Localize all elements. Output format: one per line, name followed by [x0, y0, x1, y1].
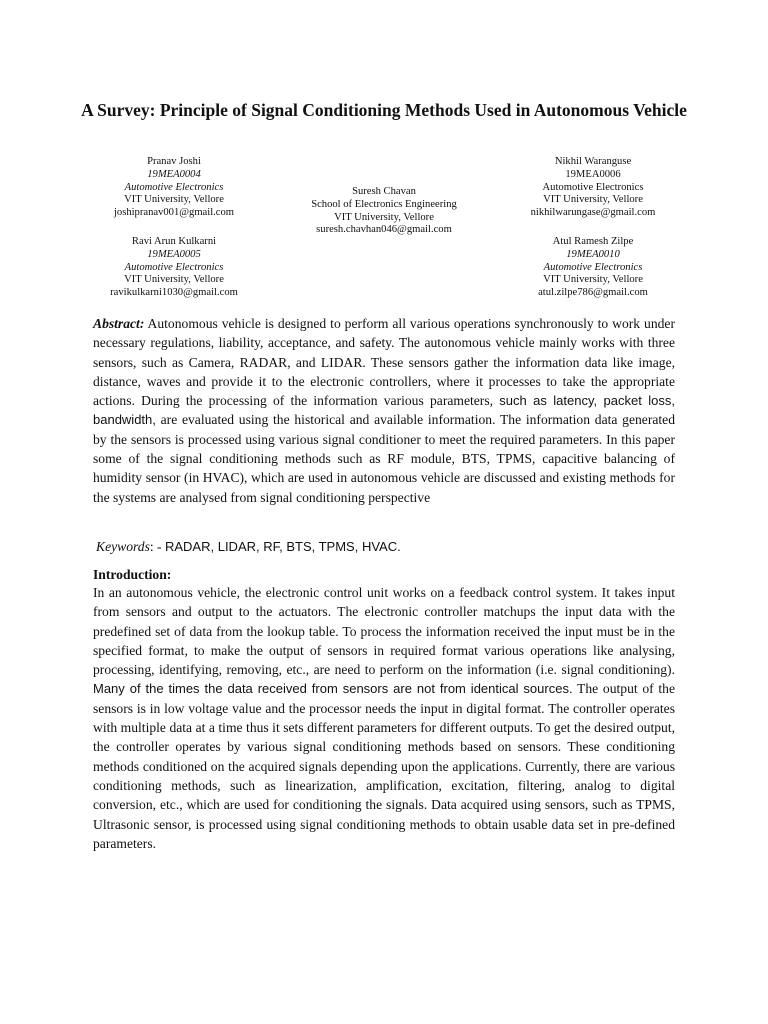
keywords-separator: : -: [149, 539, 165, 554]
introduction-text-part2: Many of the times the data received from sensors are not from identical sources.: [93, 681, 573, 697]
abstract-text-part1: Autonomous vehicle is designed to perform all various operations synchronously to work under necessary regulations, liability, acceptance, and safety. The autonomous vehicle mainly works with three sensors, such as Camera, RADAR, and LIDAR. These sensors gather the information data like image, distance, waves and provide it to the electronic controllers, where it processes to take the appropriate actions. During the processing of the information various parameters,: [93, 316, 675, 409]
author-univ: VIT University, Vellore: [124, 194, 224, 206]
author-block-nikhil-waranguse: [493, 156, 693, 220]
author-dept: Automotive Electronics: [124, 181, 224, 193]
author-id: 19MEA0005: [147, 248, 201, 260]
abstract-text-part2: such as latency, packet loss, bandwidth,: [93, 393, 675, 428]
abstract: [93, 314, 675, 507]
author-email: joshipranav001@gmail.com: [113, 207, 235, 219]
author-block-ravi-kulkarni: [74, 236, 274, 300]
author-block-pranav-joshi: [74, 156, 274, 220]
introduction-heading: Introduction:: [93, 567, 172, 582]
author-dept: Automotive Electronics: [124, 261, 224, 273]
author-univ: VIT University, Vellore: [124, 274, 224, 286]
keywords-label: Keywords: [96, 539, 150, 554]
author-name: Atul Ramesh Zilpe: [552, 236, 634, 247]
abstract-label: Abstract:: [93, 316, 145, 331]
author-email: ravikulkarni1030@gmail.com: [110, 287, 238, 299]
introduction-text-part1: In an autonomous vehicle, the electronic control unit works on a feedback control system. It takes input from sensors and output to the actuators. The electronic controller matchups the input data with the predefined set of data from the lookup table. To process the information received the input must be in the specified format, to make the output of sensors in required format various operations like analysing, processing, identifying, removing, etc., are need to perform on the information (i.e. signal conditioning).: [93, 585, 675, 678]
author-id: 19MEA0010: [566, 248, 620, 260]
paper-title: A Survey: Principle of Signal Conditioning Methods Used in Autonomous Vehicle: [81, 99, 687, 120]
author-block-atul-zilpe: [493, 236, 693, 300]
author-block-suresh-chavan: [284, 186, 484, 237]
keywords: [96, 537, 676, 556]
author-univ: VIT University, Vellore: [543, 194, 643, 206]
author-univ: VIT University, Vellore: [334, 211, 434, 223]
author-id: 19MEA0006: [565, 168, 621, 180]
author-email: nikhilwarungase@gmail.com: [530, 207, 656, 219]
author-email: atul.zilpe786@gmail.com: [538, 287, 648, 299]
introduction-text-part3: The output of the sensors is in low voltage value and the processor needs the input in digital format. The controller operates with multiple data at a time thus it sets different parameters for different outputs. To get the desired output, the controller operates by various signal conditioning methods based on sensors. These conditioning methods conditioned on the acquired signals depending upon the applications. Currently, there are various conditioning methods, such as linearization, amplification, excitation, filtering, analog to digital conversion, etc., which are used for conditioning the signals. Data acquired using sensors, such as TPMS, Ultrasonic sensor, is processed using signal conditioning methods to obtain usable data set in pre-defined parameters.: [93, 681, 676, 851]
keywords-values: RADAR, LIDAR, RF, BTS, TPMS, HVAC.: [164, 539, 401, 554]
author-name: Pranav Joshi: [147, 156, 201, 167]
author-name: Suresh Chavan: [352, 186, 416, 197]
author-id: 19MEA0004: [147, 168, 201, 180]
author-email: suresh.chavhan046@gmail.com: [316, 224, 452, 236]
author-dept: Automotive Electronics: [543, 261, 643, 273]
abstract-text-part3: are evaluated using the historical and available information. The information data generated by the sensors is processed using various signal conditioner to meet the required parameters. In this paper some of the signal conditioning methods such as RF module, BTS, TPMS, capacitive balancing of humidity sensor (in HVAC), which are used in autonomous vehicle are discussed and existing methods for the systems are analysed from signal conditioning perspective: [93, 412, 675, 505]
introduction-body: [93, 583, 675, 853]
author-name: Nikhil Waranguse: [554, 156, 632, 167]
author-dept: Automotive Electronics: [542, 181, 644, 193]
author-dept: School of Electronics Engineering: [311, 198, 457, 210]
author-name: Ravi Arun Kulkarni: [131, 236, 217, 247]
author-univ: VIT University, Vellore: [543, 274, 643, 286]
